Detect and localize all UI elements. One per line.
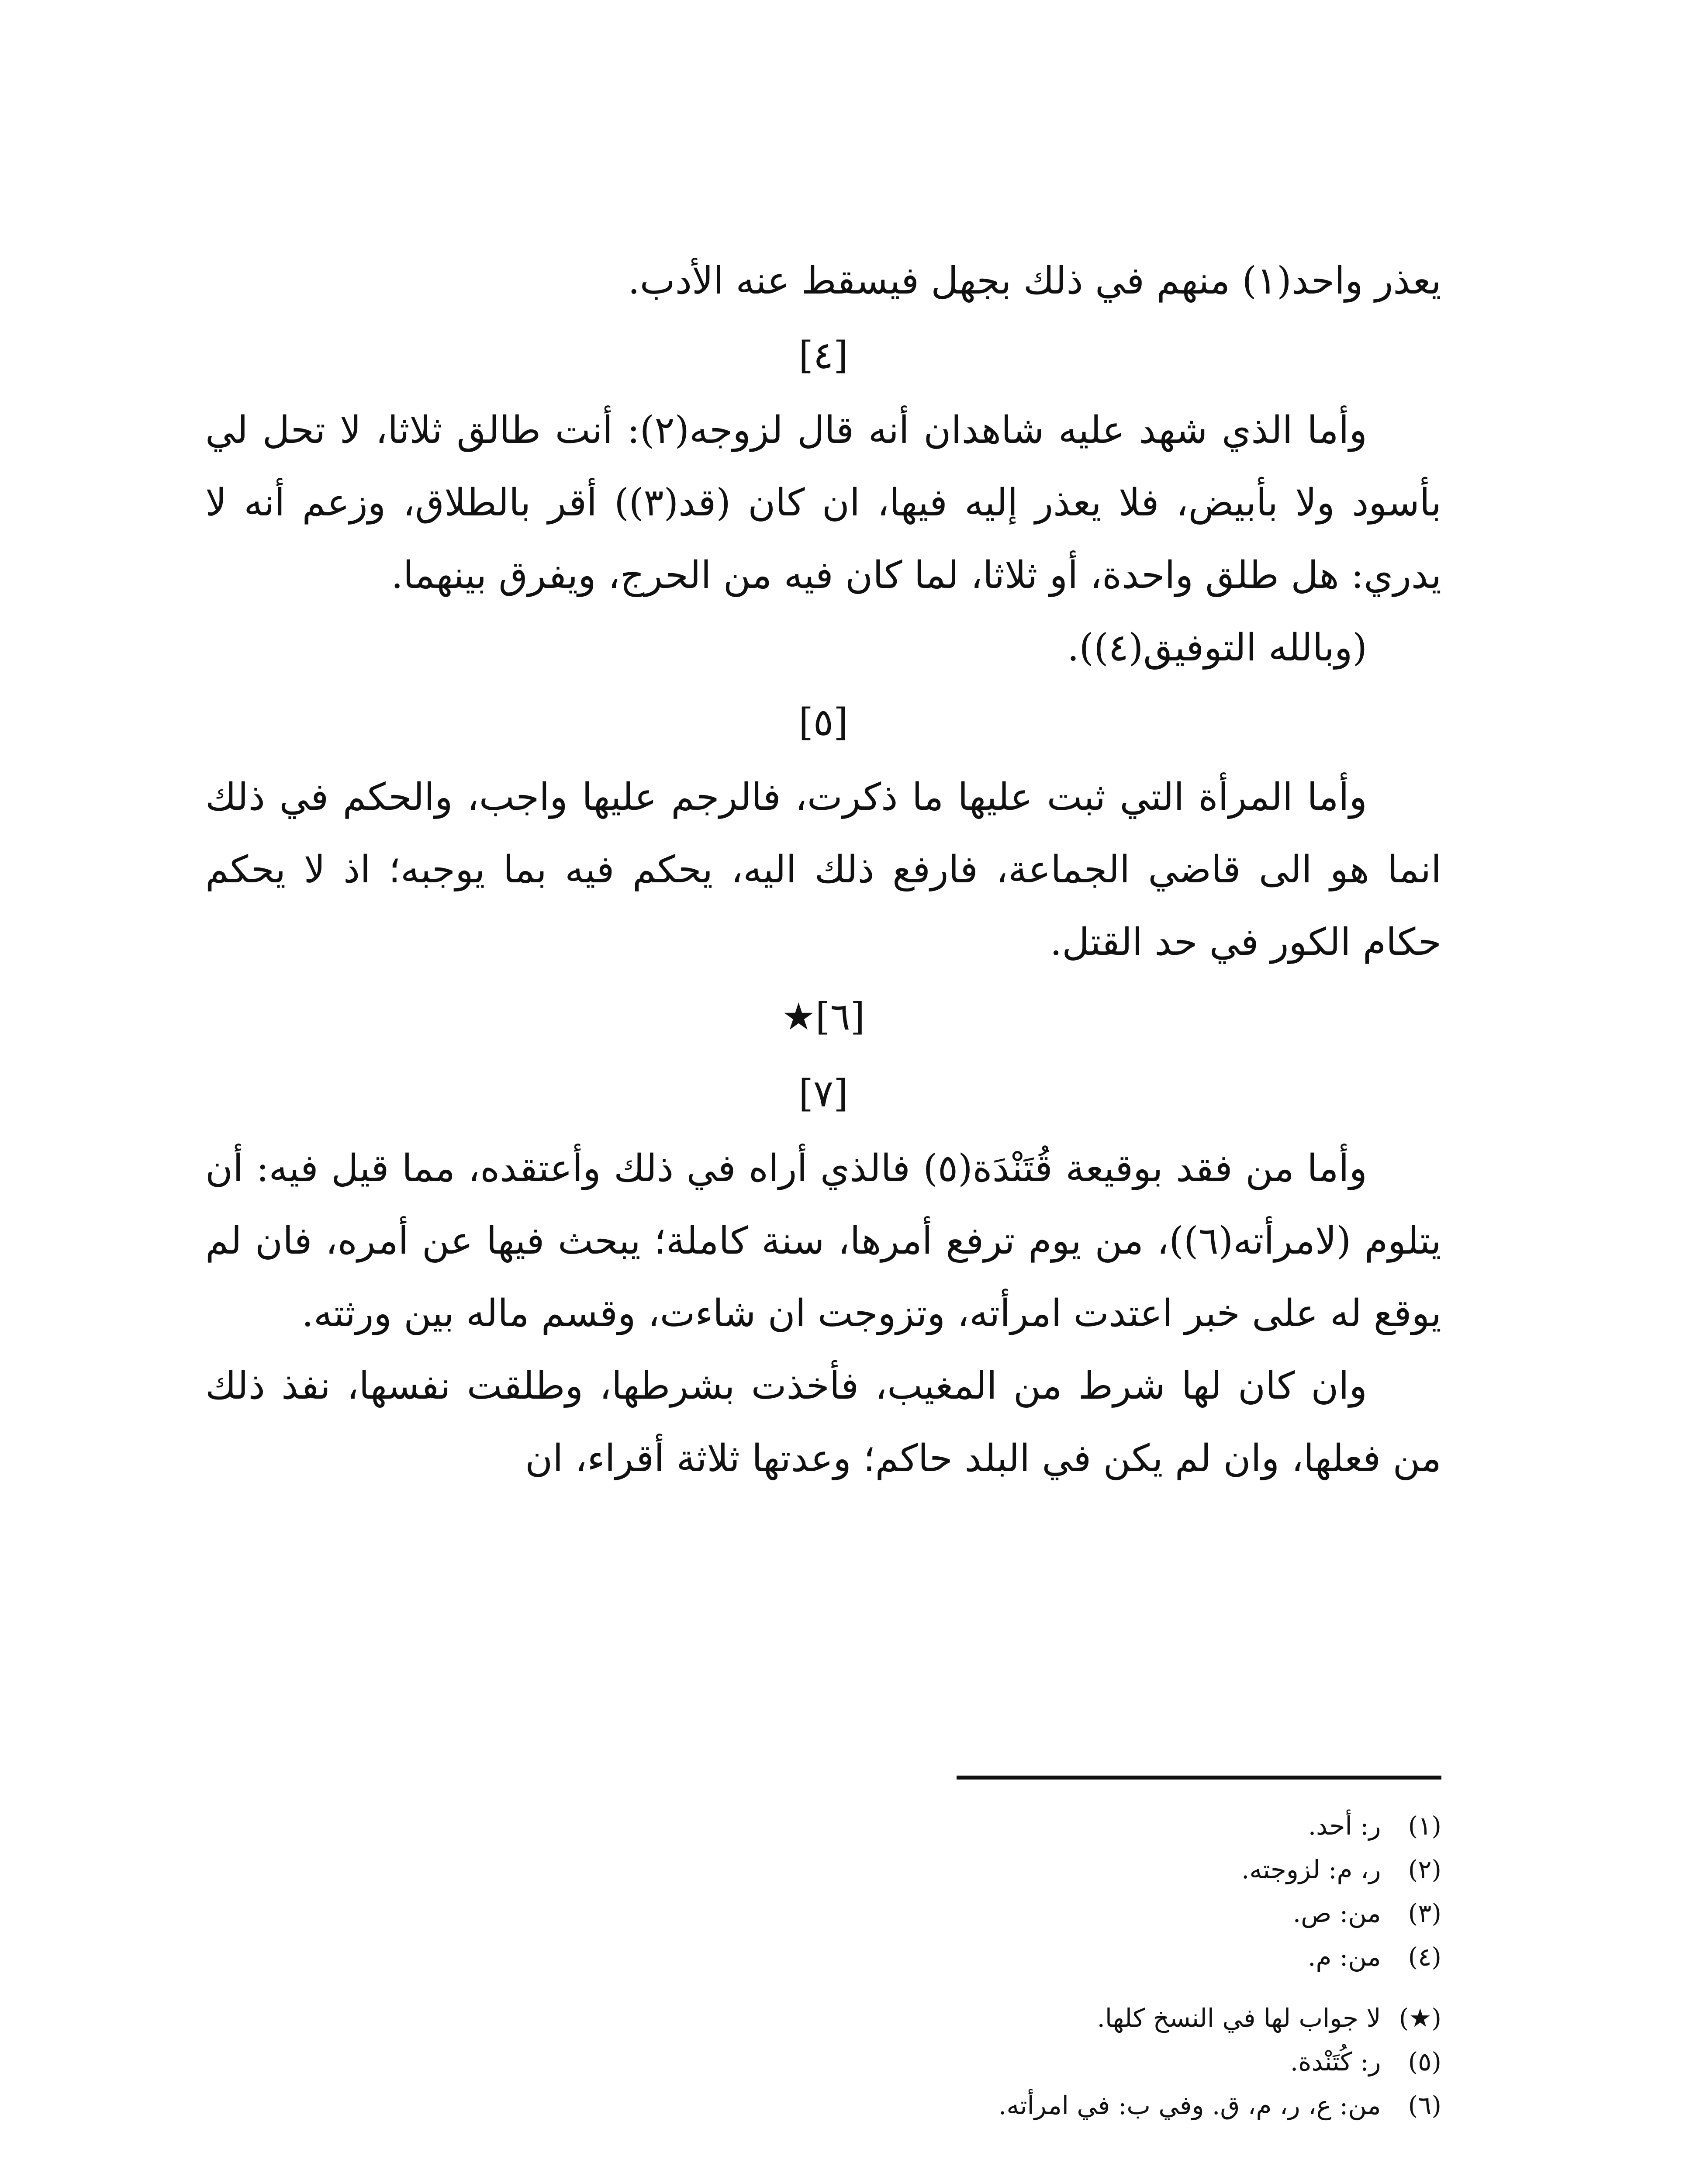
main-text (205, 245, 1441, 1495)
footnote-divider (957, 1776, 1441, 1780)
paragraph-5: وأما المرأة التي ثبت عليها ما ذكرت، فالرجم عليها واجب، والحكم في ذلك انما هو الى قاضي الجماعة، فارفع ذلك اليه، يحكم فيه بما يوجبه؛ اذ لا يحكم حكام الكور في حد القتل. (205, 775, 1441, 964)
footnote-text: ر: كُتَنْدة. (1290, 2047, 1381, 2077)
footnote-star (786, 1996, 1441, 2040)
carryover-line: يعذر واحد(١) منهم في ذلك بجهل فيسقط عنه الأدب. (628, 259, 1441, 303)
footnote-2 (786, 1848, 1441, 1891)
footnote-marker: (٢) (1408, 1855, 1441, 1884)
footnote-text: ر: أحد. (1308, 1811, 1381, 1841)
footnotes (786, 1804, 1441, 2127)
section-number-6: [٦]★ (781, 995, 865, 1039)
footnote-marker: (٥) (1408, 2047, 1441, 2077)
footnote-text: من: م. (1308, 1942, 1381, 1972)
footnote-3 (786, 1891, 1441, 1935)
paragraph-7a: وأما من فقد بوقيعة قُتَنْدَة(٥) فالذي أراه في ذلك وأعتقده، مما قيل فيه: أن يتلوم (لامرأته(٦))، من يوم ترفع أمرها، سنة كاملة؛ يبحث فيها عن أمره، فان لم يوقع له على خبر اعتدت امرأته، وتزوجت ان شاءت، وقسم ماله بين ورثته. (205, 1147, 1441, 1335)
footnote-spacer (786, 1979, 1441, 1996)
footnote-1 (786, 1804, 1441, 1848)
footnote-marker: (٦) (1408, 2091, 1441, 2120)
footnote-text: من: ص. (1292, 1898, 1381, 1928)
section-number-7: [٧] (798, 1072, 848, 1116)
footnote-text: ر، م: لزوجته. (1241, 1855, 1381, 1884)
closing-formula: (وبالله التوفيق(٤)). (1067, 626, 1367, 670)
footnote-text: لا جواب لها في النسخ كلها. (1097, 2003, 1381, 2033)
footnote-marker: (١) (1408, 1811, 1441, 1841)
footnote-text: من: ع، ر، م، ق. وفي ب: في امرأته. (998, 2091, 1381, 2120)
footnote-marker: (٤) (1408, 1942, 1441, 1972)
footnote-marker: (٣) (1408, 1898, 1441, 1928)
section-number-5: [٥] (798, 701, 848, 744)
paragraph-4: وأما الذي شهد عليه شاهدان أنه قال لزوجه(٢): أنت طالق ثلاثا، لا تحل لي بأسود ولا بأبيض، فلا يعذر إليه فيها، ان كان (قد(٣)) أقر بالطلاق، وزعم أنه لا يدري: هل طلق واحدة، أو ثلاثا، لما كان فيه من الحرج، ويفرق بينهما. (205, 408, 1442, 597)
footnote-4 (786, 1935, 1441, 1979)
footnote-5 (786, 2040, 1441, 2084)
section-number-4: [٤] (798, 334, 848, 377)
footnote-6 (786, 2084, 1441, 2127)
footnote-marker: (★) (1399, 2003, 1441, 2033)
paragraph-7b: وان كان لها شرط من المغيب، فأخذت بشرطها، وطلقت نفسها، نفذ ذلك من فعلها، وان لم يكن في البلد حاكم؛ وعدتها ثلاثة أقراء، ان (205, 1364, 1441, 1480)
